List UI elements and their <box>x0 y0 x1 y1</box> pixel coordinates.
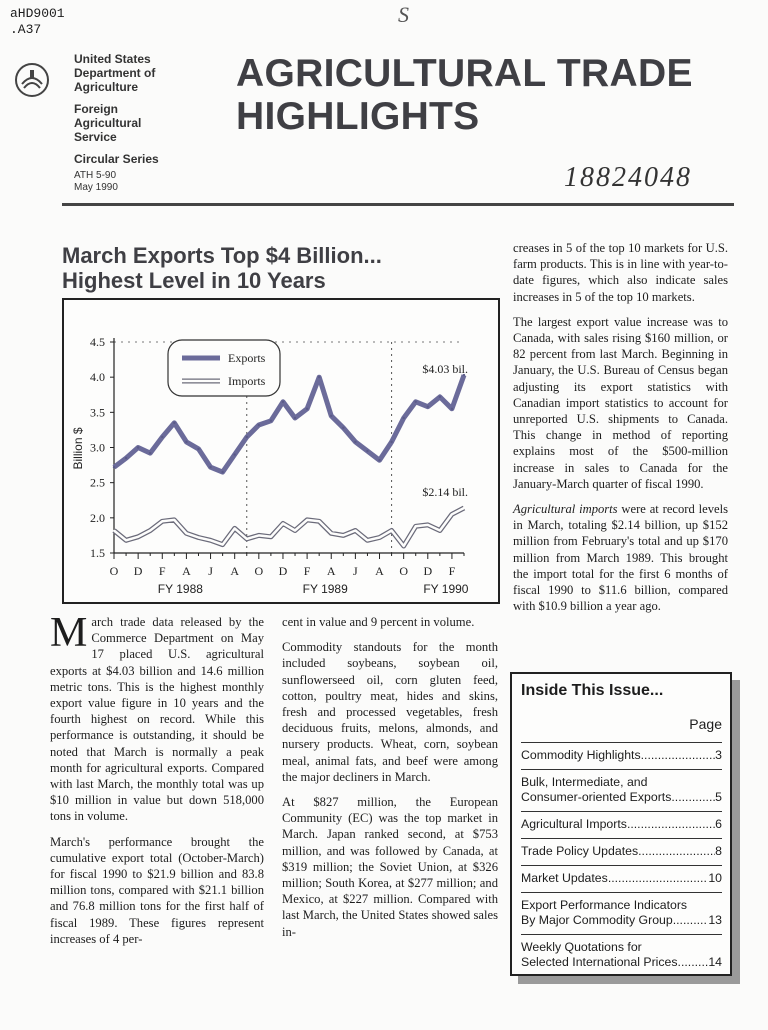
masthead-line-1: AGRICULTURAL TRADE <box>236 52 693 95</box>
toc-page-number: 6 <box>715 817 722 831</box>
issue-date: May 1990 <box>74 182 118 193</box>
toc-item-label: Bulk, Intermediate, and <box>521 775 648 789</box>
toc-item-label: Market Updates <box>521 871 608 885</box>
article-paragraph <box>50 610 264 825</box>
toc-page-number: 14 <box>708 955 722 969</box>
imports-point <box>379 537 381 539</box>
imports-point <box>174 519 176 521</box>
toc-leader-dots <box>673 913 709 928</box>
y-tick-label: 2.5 <box>90 475 105 490</box>
toc-item-label: Selected International Prices <box>521 955 678 969</box>
imports-point <box>367 540 369 542</box>
article-column-2 <box>282 614 498 949</box>
exports-point <box>113 466 115 468</box>
exports-point <box>451 408 453 410</box>
imports-point <box>415 525 417 527</box>
toc-leader-dots <box>627 817 715 832</box>
fiscal-year-label: FY 1989 <box>302 582 348 596</box>
toc-item-label: Agricultural Imports <box>521 817 627 831</box>
imports-series-line <box>114 508 464 546</box>
imports-point <box>210 540 212 542</box>
toc-leader-dots <box>678 955 709 970</box>
masthead-line-2: HIGHLIGHTS <box>236 95 480 138</box>
imports-point <box>463 507 465 509</box>
imports-point <box>125 540 127 542</box>
catalog-number <box>10 6 65 38</box>
article-paragraph <box>513 501 728 614</box>
imports-point <box>427 524 429 526</box>
toc-page-number: 3 <box>715 748 722 762</box>
toc-item-label: Commodity Highlights <box>521 748 641 762</box>
fiscal-year-label: FY 1988 <box>157 582 203 596</box>
exports-point <box>221 471 223 473</box>
x-tick-label: D <box>423 564 433 578</box>
x-tick-label: F <box>303 564 311 578</box>
drop-cap: M <box>50 610 88 656</box>
exports-point <box>161 436 163 438</box>
inside-this-issue-box <box>510 672 732 976</box>
exports-point <box>209 466 211 468</box>
toc-item <box>521 811 722 838</box>
toc-item <box>521 742 722 769</box>
exports-point <box>342 427 344 429</box>
x-tick-label: D <box>278 564 288 578</box>
imports-point <box>246 538 248 540</box>
imports-point <box>343 535 345 537</box>
toc-leader-dots <box>638 844 715 859</box>
imports-lead: Agricultural imports <box>513 502 618 517</box>
imports-point <box>318 521 320 523</box>
toc-item-label: Weekly Quotations for <box>521 940 642 954</box>
imports-point <box>258 535 260 537</box>
imports-point <box>451 514 453 516</box>
x-tick-label: A <box>375 564 384 578</box>
imports-point <box>149 530 151 532</box>
toc-item-label: By Major Commodity Group <box>521 913 673 927</box>
exports-point <box>125 457 127 459</box>
exports-point <box>137 446 139 448</box>
x-tick-label: J <box>353 564 358 578</box>
export-import-chart <box>62 298 500 604</box>
service-line-3: Service <box>74 130 117 144</box>
imports-point <box>137 536 139 538</box>
agency-block <box>74 52 214 194</box>
exports-point <box>330 415 332 417</box>
exports-point <box>415 401 417 403</box>
imports-point <box>222 544 224 546</box>
catalog-line-1: aHD9001 <box>10 6 65 21</box>
paragraph-text: arch trade data released by the Commerce Department on May 17 placed U.S. agricultural exports at $4.03 billion and 14.6 million metric tons. This is the highest monthly export value figure in 10 years and the fourth highest on record. While this performance is outstanding, it should be noted that March is normally a peak month for agricultural exports. Compared with last March, the monthly total was up $10 million in value but down 518,000 tons in volume. <box>50 615 264 824</box>
imports-point <box>439 530 441 532</box>
toc-item-label: Export Performance Indicators <box>521 898 688 912</box>
exports-point <box>149 452 151 454</box>
header-rule <box>62 203 734 206</box>
imports-point <box>186 533 188 535</box>
toc-item-label: Consumer-oriented Exports <box>521 790 672 804</box>
toc-page-number: 5 <box>715 790 722 804</box>
y-axis-label: Billion $ <box>71 427 85 470</box>
exports-point <box>402 417 404 419</box>
imports-point <box>330 533 332 535</box>
handwritten-mark: S <box>398 2 409 27</box>
toc-list <box>512 742 730 976</box>
y-tick-label: 4.5 <box>90 335 105 349</box>
toc-leader-dots <box>641 748 716 763</box>
exports-end-label: $4.03 bil. <box>422 362 468 377</box>
series-name: Circular Series <box>74 152 159 166</box>
agency-line-1: United States <box>74 52 151 66</box>
toc-leader-dots <box>608 871 709 886</box>
y-tick-label: 3.0 <box>90 440 105 455</box>
toc-item <box>521 838 722 865</box>
exports-point <box>270 420 272 422</box>
article-paragraph: creases in 5 of the top 10 markets for U.S. farm products. This is in line with year-to-date figures, which also indicate sales increases in 5 of the top 10 markets. <box>513 241 728 304</box>
exports-point <box>378 459 380 461</box>
headline-line-1: March Exports Top $4 Billion... <box>62 243 382 268</box>
chart-svg <box>64 300 498 602</box>
exports-point <box>282 401 284 403</box>
imports-point <box>282 523 284 525</box>
page-column-label: Page <box>689 716 722 732</box>
x-tick-label: D <box>133 564 143 578</box>
exports-point <box>439 396 441 398</box>
exports-point <box>246 436 248 438</box>
exports-point <box>427 406 429 408</box>
handwritten-accession-number: 18824048 <box>564 162 692 193</box>
imports-point <box>198 537 200 539</box>
toc-page-number: 8 <box>715 844 722 858</box>
imports-point <box>161 521 163 523</box>
y-tick-label: 4.0 <box>90 370 105 385</box>
exports-point <box>354 441 356 443</box>
x-tick-label: A <box>326 564 336 578</box>
imports-end-label: $2.14 bil. <box>422 484 468 499</box>
article-column-1 <box>50 610 264 956</box>
imports-point <box>306 519 308 521</box>
toc-item <box>521 934 722 976</box>
article-column-3 <box>513 240 728 623</box>
masthead-title <box>236 52 693 138</box>
headline-line-2: Highest Level in 10 Years <box>62 268 326 293</box>
y-tick-label: 3.5 <box>90 405 105 420</box>
service-line-2: Agricultural <box>74 116 142 130</box>
paragraph-text: were at record levels in March, totaling $2.14 billion, up $152 million from February's total and up $170 million from March 1989. This brought the import total for the first 6 months of fiscal 1990 to $11.6 billion, compared with $10.9 billion a year ago. <box>513 502 729 614</box>
exports-point <box>318 376 320 378</box>
x-tick-label: F <box>158 564 166 578</box>
article-paragraph: The largest export value increase was to Canada, with sales rising $160 million, or 82 percent from last March. Beginning in January, the U.S. Bureau of Census began adjusting its export statistics with Canadian import statistics to account for unreported U.S. shipments to Canada. This change in method of reporting explains most of the $500-million increase in sales to Canada for the January-March quarter of fiscal 1990. <box>513 314 728 491</box>
toc-page-number: 10 <box>708 871 722 885</box>
x-tick-label: A <box>182 564 191 578</box>
fiscal-year-label: FY 1990 <box>423 582 469 596</box>
usda-seal-icon <box>14 62 50 98</box>
imports-point <box>270 536 272 538</box>
y-tick-label: 1.5 <box>90 546 105 560</box>
exports-point <box>294 417 296 419</box>
catalog-line-2: .A37 <box>10 22 42 37</box>
headline <box>62 243 492 293</box>
legend-imports-label: Imports <box>228 374 266 388</box>
exports-point <box>366 450 368 452</box>
exports-point <box>390 441 392 443</box>
imports-point <box>113 530 115 532</box>
agency-line-3: Agriculture <box>74 80 139 94</box>
imports-point <box>234 528 236 530</box>
exports-point <box>197 448 199 450</box>
imports-point <box>294 530 296 532</box>
toc-page-number: 13 <box>708 913 722 927</box>
exports-point <box>173 422 175 424</box>
issue-number: ATH 5-90 <box>74 170 117 181</box>
imports-point <box>403 545 405 547</box>
toc-item <box>521 892 722 934</box>
imports-point <box>391 530 393 532</box>
article-paragraph: March's performance brought the cumulative export total (October-March) for fiscal 1990 to $21.9 billion and 83.8 million tons, compared with $21.1 billion and 76.8 million tons for the first half of fiscal 1989. These figures represent increases of 4 per- <box>50 834 264 946</box>
toc-item <box>521 769 722 811</box>
x-tick-label: O <box>254 564 264 578</box>
article-paragraph: Commodity standouts for the month included soybeans, soybean oil, sunflowerseed oil, corn gluten feed, cotton, poultry meat, hides and skins, fresh and processed vegetables, fresh deciduous fruits, melons, almonds, and nursery products. Wheat, corn, soybean meal, animal fats, and beef were among the major decliners in March. <box>282 640 498 784</box>
x-tick-label: J <box>208 564 213 578</box>
x-tick-label: F <box>448 564 456 578</box>
exports-point <box>306 408 308 410</box>
exports-point <box>233 453 235 455</box>
exports-series-line <box>114 375 464 472</box>
inside-title: Inside This Issue... <box>521 682 664 699</box>
exports-point <box>185 441 187 443</box>
toc-leader-dots <box>671 790 715 805</box>
x-tick-label: O <box>109 564 119 578</box>
service-line-1: Foreign <box>74 102 118 116</box>
x-tick-label: O <box>399 564 408 578</box>
article-paragraph: At $827 million, the European Community (EC) was the top market in March. Japan ranked second, at $753 million, and was followed by Canada, at $319 million; the Soviet Union, at $326 million; South Korea, at $277 million; and Mexico, at $227 million. Compared with last March, the United States showed sales in- <box>282 795 498 939</box>
y-tick-label: 2.0 <box>90 510 105 525</box>
toc-item <box>521 865 722 892</box>
imports-point <box>355 530 357 532</box>
agency-line-2: Department of <box>74 66 156 80</box>
exports-point <box>258 424 260 426</box>
article-paragraph: cent in value and 9 percent in volume. <box>282 615 475 629</box>
legend-exports-label: Exports <box>228 351 266 365</box>
toc-item-label: Trade Policy Updates <box>521 844 639 858</box>
x-tick-label: A <box>230 564 240 578</box>
